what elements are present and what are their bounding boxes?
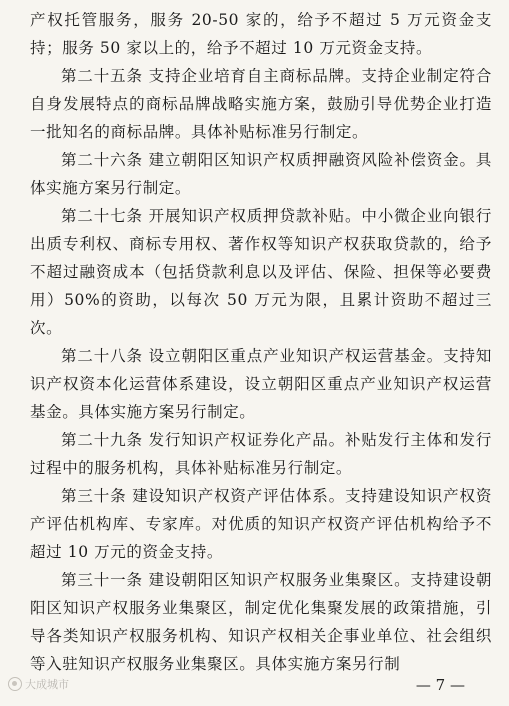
page-number: — 7 — xyxy=(415,676,465,694)
paragraph-article-25: 第二十五条 支持企业培育自主商标品牌。支持企业制定符合自身发展特点的商标品牌战略实施方案，鼓励引导优势企业打造一批知名的商标品牌。具体补贴标准另行制定。 xyxy=(30,67,492,141)
document-body xyxy=(30,6,492,678)
watermark-text: 大成城市 xyxy=(25,678,69,691)
watermark xyxy=(8,676,69,692)
paragraph-article-26: 第二十六条 建立朝阳区知识产权质押融资风险补偿资金。具体实施方案另行制定。 xyxy=(30,151,492,197)
watermark-logo-icon xyxy=(8,677,22,691)
paragraph-continuation: 产权托管服务，服务 20-50 家的，给予不超过 5 万元资金支持；服务 50 家以上的，给予不超过 10 万元资金支持。 xyxy=(30,11,492,57)
paragraph-article-31: 第三十一条 建设朝阳区知识产权服务业集聚区。支持建设朝阳区知识产权服务业集聚区，制定优化集聚发展的政策措施，引导各类知识产权服务机构、知识产权相关企事业单位、社会组织等入驻知识产权服务业集聚区。具体实施方案另行制 xyxy=(30,571,492,673)
paragraph-article-28: 第二十八条 设立朝阳区重点产业知识产权运营基金。支持知识产权资本化运营体系建设，设立朝阳区重点产业知识产权运营基金。具体实施方案另行制定。 xyxy=(30,347,492,421)
paragraph-article-29: 第二十九条 发行知识产权证券化产品。补贴发行主体和发行过程中的服务机构，具体补贴标准另行制定。 xyxy=(30,431,492,477)
page-footer xyxy=(0,674,509,694)
paragraph-article-30: 第三十条 建设知识产权资产评估体系。支持建设知识产权资产评估机构库、专家库。对优质的知识产权资产评估机构给予不超过 10 万元的资金支持。 xyxy=(30,487,492,561)
paragraph-article-27: 第二十七条 开展知识产权质押贷款补贴。中小微企业向银行出质专利权、商标专用权、著作权等知识产权获取贷款的，给予不超过融资成本（包括贷款利息以及评估、保险、担保等必要费用）50%的资助，以每次 50 万元为限，且累计资助不超过三次。 xyxy=(30,207,492,337)
